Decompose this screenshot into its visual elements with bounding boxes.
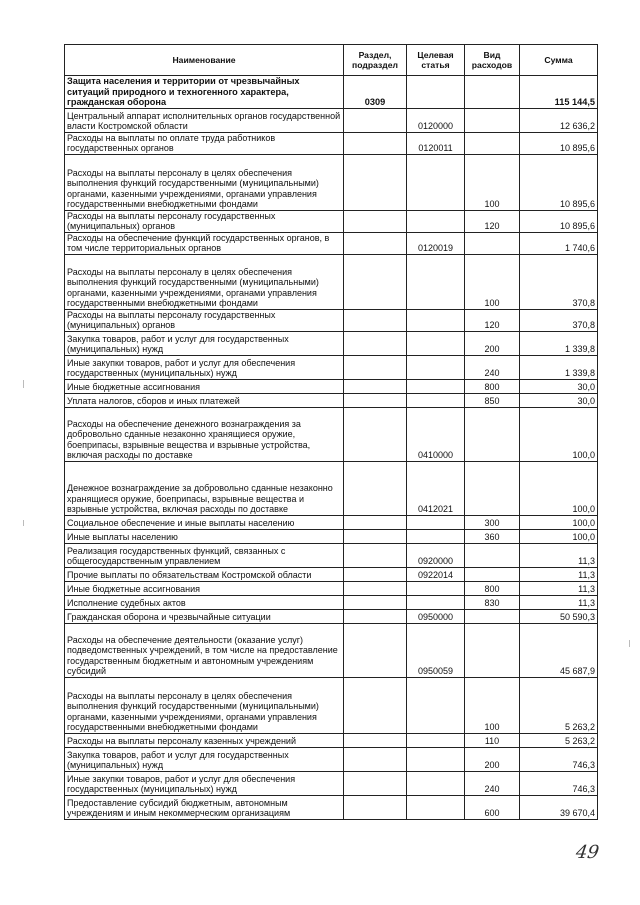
- table-row: [65, 355, 598, 379]
- cell-name: Расходы на обеспечение деятельности (оказание услуг) подведомственных учреждений, в том числе на предоставление государственным бюджетным и автономным учреждениям субсидий: [65, 623, 344, 677]
- cell-target: [407, 515, 465, 529]
- cell-sum: 10 895,6: [520, 210, 598, 232]
- cell-section: [344, 132, 407, 154]
- cell-type: [465, 108, 520, 132]
- cell-type: 600: [465, 795, 520, 819]
- cell-target: 0410000: [407, 407, 465, 461]
- cell-sum: 100,0: [520, 515, 598, 529]
- cell-name: Иные закупки товаров, работ и услуг для обеспечения государственных (муниципальных) нужд: [65, 771, 344, 795]
- cell-target: [407, 771, 465, 795]
- cell-type: 110: [465, 733, 520, 747]
- cell-target: [407, 154, 465, 210]
- table-row: [65, 771, 598, 795]
- cell-section: 0309: [344, 76, 407, 109]
- cell-sum: 11,3: [520, 567, 598, 581]
- cell-target: [407, 76, 465, 109]
- scan-artifact-line: [629, 640, 630, 647]
- cell-name: Прочие выплаты по обязательствам Костромской области: [65, 567, 344, 581]
- cell-sum: 39 670,4: [520, 795, 598, 819]
- cell-section: [344, 581, 407, 595]
- table-row: [65, 461, 598, 515]
- header-type: Вид расходов: [465, 45, 520, 76]
- cell-target: 0950059: [407, 623, 465, 677]
- cell-section: [344, 795, 407, 819]
- cell-section: [344, 254, 407, 309]
- cell-name: Защита населения и территории от чрезвычайных ситуаций природного и техногенного характера, гражданская оборона: [65, 76, 344, 109]
- cell-section: [344, 543, 407, 567]
- cell-name: Расходы на выплаты персоналу в целях обеспечения выполнения функций государственными (муниципальными) органами, казенными учреждениями, органами управления государственными внебюджетными фондами: [65, 254, 344, 309]
- table-row: [65, 581, 598, 595]
- cell-section: [344, 355, 407, 379]
- cell-sum: 100,0: [520, 407, 598, 461]
- cell-section: [344, 331, 407, 355]
- table-row: [65, 154, 598, 210]
- cell-type: 120: [465, 210, 520, 232]
- cell-sum: 50 590,3: [520, 609, 598, 623]
- cell-name: Уплата налогов, сборов и иных платежей: [65, 393, 344, 407]
- table-row: [65, 677, 598, 733]
- table-row: [65, 623, 598, 677]
- cell-type: [465, 407, 520, 461]
- cell-name: Расходы на выплаты персоналу казенных учреждений: [65, 733, 344, 747]
- cell-type: 800: [465, 581, 520, 595]
- cell-section: [344, 567, 407, 581]
- cell-name: Исполнение судебных актов: [65, 595, 344, 609]
- cell-type: [465, 623, 520, 677]
- cell-sum: 12 636,2: [520, 108, 598, 132]
- header-name: Наименование: [65, 45, 344, 76]
- table-row: [65, 331, 598, 355]
- cell-sum: 115 144,5: [520, 76, 598, 109]
- cell-type: 850: [465, 393, 520, 407]
- cell-name: Расходы на обеспечение функций государственных органов, в том числе территориальных органов: [65, 232, 344, 254]
- scan-artifact-line: [23, 520, 24, 526]
- cell-section: [344, 379, 407, 393]
- cell-section: [344, 309, 407, 331]
- cell-section: [344, 108, 407, 132]
- cell-type: 360: [465, 529, 520, 543]
- cell-type: 100: [465, 254, 520, 309]
- cell-target: [407, 355, 465, 379]
- table-row: [65, 733, 598, 747]
- page-number: 49: [574, 842, 601, 863]
- cell-section: [344, 461, 407, 515]
- cell-name: Расходы на обеспечение денежного вознаграждения за добровольно сданные незаконно хранящиеся оружие, боеприпасы, взрывные вещества и взрывные устройства, включая расходы по доставке: [65, 407, 344, 461]
- cell-target: [407, 677, 465, 733]
- cell-target: [407, 210, 465, 232]
- cell-section: [344, 733, 407, 747]
- cell-name: Расходы на выплаты по оплате труда работников государственных органов: [65, 132, 344, 154]
- table-row: [65, 108, 598, 132]
- table-row: [65, 795, 598, 819]
- scan-artifact-line: [23, 380, 24, 388]
- cell-sum: 746,3: [520, 747, 598, 771]
- cell-sum: 11,3: [520, 595, 598, 609]
- cell-target: 0922014: [407, 567, 465, 581]
- cell-type: [465, 232, 520, 254]
- cell-sum: 5 263,2: [520, 677, 598, 733]
- cell-target: [407, 331, 465, 355]
- cell-name: Иные выплаты населению: [65, 529, 344, 543]
- cell-sum: 1 740,6: [520, 232, 598, 254]
- cell-name: Иные бюджетные ассигнования: [65, 379, 344, 393]
- table-header-row: [65, 45, 598, 76]
- cell-target: [407, 795, 465, 819]
- cell-sum: 1 339,8: [520, 331, 598, 355]
- cell-section: [344, 677, 407, 733]
- cell-section: [344, 232, 407, 254]
- table-row: [65, 609, 598, 623]
- cell-section: [344, 407, 407, 461]
- cell-section: [344, 747, 407, 771]
- table-row: [65, 407, 598, 461]
- cell-section: [344, 623, 407, 677]
- cell-target: 0120019: [407, 232, 465, 254]
- table-row: [65, 529, 598, 543]
- cell-target: [407, 309, 465, 331]
- cell-section: [344, 771, 407, 795]
- cell-type: [465, 609, 520, 623]
- cell-section: [344, 154, 407, 210]
- cell-type: 240: [465, 355, 520, 379]
- cell-section: [344, 595, 407, 609]
- table-row: [65, 595, 598, 609]
- cell-name: Иные закупки товаров, работ и услуг для обеспечения государственных (муниципальных) нужд: [65, 355, 344, 379]
- cell-target: 0950000: [407, 609, 465, 623]
- table-row: [65, 543, 598, 567]
- cell-name: Центральный аппарат исполнительных органов государственной власти Костромской области: [65, 108, 344, 132]
- cell-target: [407, 733, 465, 747]
- table-row: [65, 309, 598, 331]
- table-body: [65, 76, 598, 820]
- table-row: [65, 393, 598, 407]
- cell-name: Реализация государственных функций, связанных с общегосударственным управлением: [65, 543, 344, 567]
- cell-sum: 370,8: [520, 309, 598, 331]
- cell-target: 0920000: [407, 543, 465, 567]
- cell-type: [465, 461, 520, 515]
- cell-target: 0120000: [407, 108, 465, 132]
- cell-type: 800: [465, 379, 520, 393]
- cell-type: 300: [465, 515, 520, 529]
- cell-target: [407, 581, 465, 595]
- cell-name: Расходы на выплаты персоналу государственных (муниципальных) органов: [65, 309, 344, 331]
- cell-target: [407, 747, 465, 771]
- table-row: [65, 210, 598, 232]
- table-row: [65, 379, 598, 393]
- table-row: [65, 515, 598, 529]
- table-row: [65, 747, 598, 771]
- cell-sum: 45 687,9: [520, 623, 598, 677]
- cell-sum: 100,0: [520, 461, 598, 515]
- cell-target: [407, 529, 465, 543]
- header-sum: Сумма: [520, 45, 598, 76]
- cell-target: [407, 393, 465, 407]
- cell-sum: 5 263,2: [520, 733, 598, 747]
- table-row: [65, 132, 598, 154]
- cell-target: [407, 379, 465, 393]
- cell-type: [465, 132, 520, 154]
- cell-type: 200: [465, 331, 520, 355]
- cell-type: 100: [465, 677, 520, 733]
- cell-sum: 11,3: [520, 543, 598, 567]
- cell-section: [344, 529, 407, 543]
- table-row: [65, 76, 598, 109]
- cell-name: Социальное обеспечение и иные выплаты населению: [65, 515, 344, 529]
- table-row: [65, 254, 598, 309]
- cell-name: Закупка товаров, работ и услуг для государственных (муниципальных) нужд: [65, 747, 344, 771]
- cell-target: 0412021: [407, 461, 465, 515]
- cell-sum: 746,3: [520, 771, 598, 795]
- cell-sum: 10 895,6: [520, 132, 598, 154]
- cell-sum: 30,0: [520, 379, 598, 393]
- cell-section: [344, 515, 407, 529]
- cell-name: Денежное вознаграждение за добровольно сданные незаконно хранящиеся оружие, боеприпасы, взрывные вещества и взрывные устройства, включая расходы по доставке: [65, 461, 344, 515]
- header-target: Целевая статья: [407, 45, 465, 76]
- cell-sum: 11,3: [520, 581, 598, 595]
- cell-type: 830: [465, 595, 520, 609]
- cell-type: 100: [465, 154, 520, 210]
- cell-target: [407, 254, 465, 309]
- cell-target: [407, 595, 465, 609]
- cell-name: Закупка товаров, работ и услуг для государственных (муниципальных) нужд: [65, 331, 344, 355]
- cell-section: [344, 393, 407, 407]
- cell-type: [465, 567, 520, 581]
- cell-sum: 30,0: [520, 393, 598, 407]
- header-section: Раздел, подраздел: [344, 45, 407, 76]
- cell-name: Предоставление субсидий бюджетным, автономным учреждениям и иным некоммерческим организациям: [65, 795, 344, 819]
- table-row: [65, 232, 598, 254]
- cell-name: Расходы на выплаты персоналу государственных (муниципальных) органов: [65, 210, 344, 232]
- cell-name: Иные бюджетные ассигнования: [65, 581, 344, 595]
- cell-name: Расходы на выплаты персоналу в целях обеспечения выполнения функций государственными (муниципальными) органами, казенными учреждениями, органами управления государственными внебюджетными фондами: [65, 677, 344, 733]
- cell-sum: 1 339,8: [520, 355, 598, 379]
- cell-sum: 10 895,6: [520, 154, 598, 210]
- budget-table: [64, 44, 598, 820]
- cell-type: 120: [465, 309, 520, 331]
- cell-type: 240: [465, 771, 520, 795]
- cell-sum: 370,8: [520, 254, 598, 309]
- cell-type: [465, 76, 520, 109]
- table-row: [65, 567, 598, 581]
- cell-type: [465, 543, 520, 567]
- cell-target: 0120011: [407, 132, 465, 154]
- cell-type: 200: [465, 747, 520, 771]
- cell-section: [344, 210, 407, 232]
- cell-name: Гражданская оборона и чрезвычайные ситуации: [65, 609, 344, 623]
- cell-section: [344, 609, 407, 623]
- cell-name: Расходы на выплаты персоналу в целях обеспечения выполнения функций государственными (муниципальными) органами, казенными учреждениями, органами управления государственными внебюджетными фондами: [65, 154, 344, 210]
- cell-sum: 100,0: [520, 529, 598, 543]
